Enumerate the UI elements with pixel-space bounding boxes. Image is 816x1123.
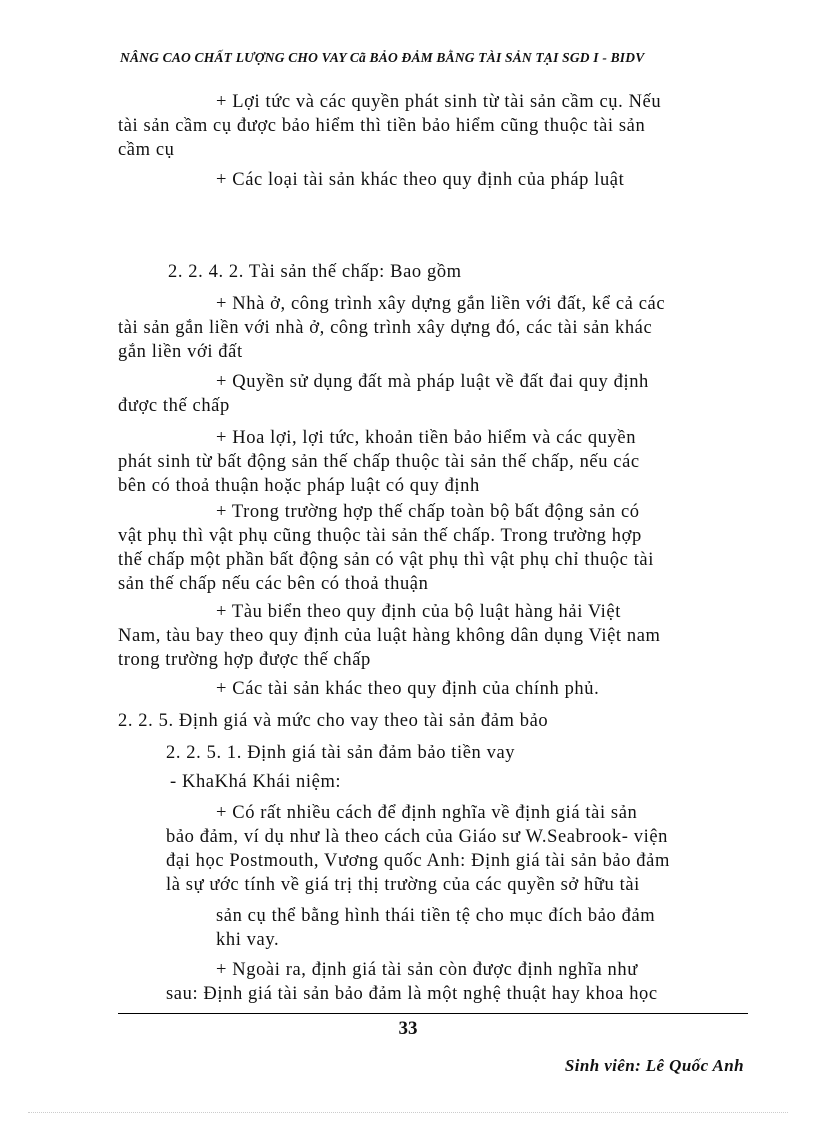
paragraph <box>118 709 744 733</box>
text-line: bảo đảm, ví dụ như là theo cách của Giáo sư W.Seabrook- viện <box>166 827 668 847</box>
text-line: được thế chấp <box>118 396 230 416</box>
paragraph <box>118 500 744 596</box>
paragraph <box>118 600 744 672</box>
paragraph <box>166 741 744 765</box>
text-line: 2. 2. 4. 2. Tài sản thế chấp: Bao gồm <box>168 262 462 282</box>
paragraph <box>170 770 744 794</box>
text-line: + Có rất nhiều cách để định nghĩa về định giá tài sản <box>216 803 638 823</box>
text-line: Nam, tàu bay theo quy định của luật hàng không dân dụng Việt nam <box>118 626 661 646</box>
text-line: tài sản gắn liền với nhà ở, công trình xây dựng đó, các tài sản khác <box>118 318 653 338</box>
text-line: + Các tài sản khác theo quy định của chính phủ. <box>216 679 600 699</box>
page-number: 33 <box>398 1018 418 1039</box>
text-line: + Tàu biển theo quy định của bộ luật hàng hải Việt <box>216 602 621 622</box>
text-line: 2. 2. 5. Định giá và mức cho vay theo tài sản đảm bảo <box>118 711 549 731</box>
paragraph <box>118 168 744 192</box>
text-line: trong trường hợp được thế chấp <box>118 650 371 670</box>
paragraph <box>118 426 744 498</box>
text-line: + Nhà ở, công trình xây dựng gắn liền với đất, kể cả các <box>216 294 666 314</box>
text-line: + Lợi tức và các quyền phát sinh từ tài sản cầm cụ. Nếu <box>216 92 662 112</box>
text-line: gắn liền với đất <box>118 342 243 362</box>
page-edge-dotted-line <box>28 1112 788 1113</box>
text-line: + Ngoài ra, định giá tài sản còn được định nghĩa như <box>216 960 638 980</box>
paragraph <box>166 958 744 1006</box>
text-line: tài sản cầm cụ được bảo hiểm thì tiền bảo hiểm cũng thuộc tài sản <box>118 116 646 136</box>
text-line: 2. 2. 5. 1. Định giá tài sản đảm bảo tiền vay <box>166 743 516 763</box>
text-line: + Hoa lợi, lợi tức, khoản tiền bảo hiểm và các quyền <box>216 428 637 448</box>
author-footer: Sinh viên: Lê Quốc Anh <box>564 1056 744 1075</box>
text-line: vật phụ thì vật phụ cũng thuộc tài sản thế chấp. Trong trường hợp <box>118 526 642 546</box>
text-line: - KhaKhá Khái niệm: <box>170 772 342 792</box>
text-line: đại học Postmouth, Vương quốc Anh: Định giá tài sản bảo đảm <box>166 851 670 871</box>
paragraph <box>118 260 744 284</box>
text-line: + Các loại tài sản khác theo quy định của pháp luật <box>216 170 625 190</box>
text-line: thế chấp một phần bất động sản có vật phụ thì vật phụ chỉ thuộc tài <box>118 550 654 570</box>
paragraph <box>118 370 744 418</box>
running-header: NÂNG CAO CHẤT LƯỢNG CHO VAY Cã BẢO ĐẢM BẰNG TÀI SẢN TẠI SGD I - BIDV <box>120 50 645 65</box>
text-line: + Quyền sử dụng đất mà pháp luật về đất đai quy định <box>216 372 649 392</box>
paragraph <box>166 801 744 897</box>
text-line: sản thế chấp nếu các bên có thoả thuận <box>118 574 429 594</box>
text-line: là sự ước tính về giá trị thị trường của các quyền sở hữu tài <box>166 875 640 895</box>
text-line: cầm cụ <box>118 140 175 160</box>
paragraph <box>166 904 744 952</box>
paragraph <box>118 292 744 364</box>
text-line: bên có thoả thuận hoặc pháp luật có quy định <box>118 476 480 496</box>
text-line: sản cụ thể bằng hình thái tiền tệ cho mục đích bảo đảm <box>216 906 656 926</box>
text-line: phát sinh từ bất động sản thế chấp thuộc tài sản thế chấp, nếu các <box>118 452 640 472</box>
paragraph <box>118 677 744 701</box>
footer-rule <box>118 1013 748 1014</box>
paragraph <box>118 90 744 162</box>
text-line: khi vay. <box>216 930 280 950</box>
text-line: + Trong trường hợp thế chấp toàn bộ bất động sản có <box>216 502 640 522</box>
text-line: sau: Định giá tài sản bảo đảm là một nghệ thuật hay khoa học <box>166 984 658 1004</box>
